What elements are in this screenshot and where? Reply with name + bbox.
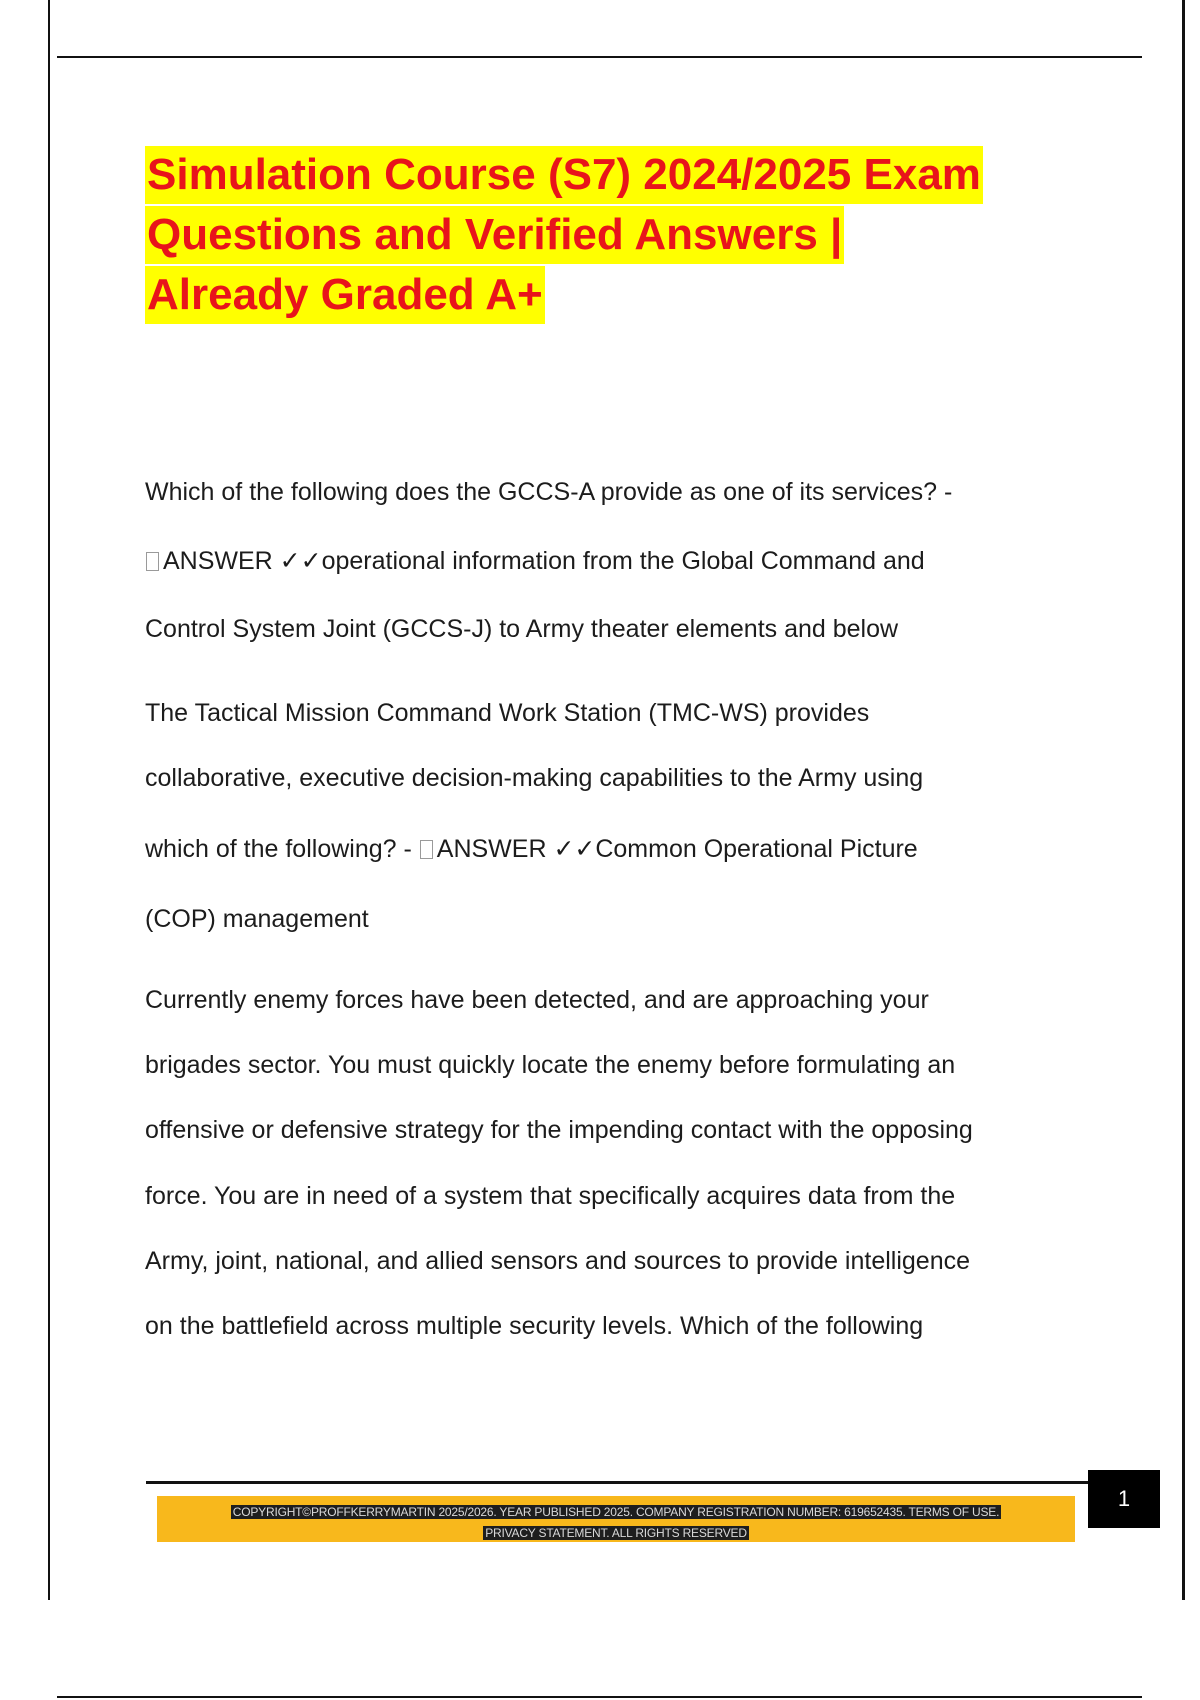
qa-line xyxy=(145,1116,973,1145)
qa-line xyxy=(145,1051,955,1080)
missing-glyph-box-icon xyxy=(420,840,433,859)
answer-text: ANSWER ✓✓operational information from the Global Command and xyxy=(163,547,925,575)
answer-text: ANSWER ✓✓Common Operational Picture xyxy=(436,835,918,863)
next-page-top-rule xyxy=(57,1696,1142,1698)
qa-line xyxy=(145,764,923,793)
qa-line xyxy=(145,1247,970,1276)
qa-line xyxy=(145,615,898,644)
qa-line xyxy=(145,546,925,576)
page-border-right xyxy=(1182,0,1185,1600)
qa-text: offensive or defensive strategy for the impending contact with the opposing xyxy=(145,1116,973,1144)
qa-line xyxy=(145,478,952,507)
qa-text: collaborative, executive decision-making capabilities to the Army using xyxy=(145,764,924,792)
qa-text: which of the following? - xyxy=(145,835,419,863)
qa-text: brigades sector. You must quickly locate the enemy before formulating an xyxy=(145,1051,956,1079)
missing-glyph-box-icon xyxy=(146,552,159,571)
title-line-1: Simulation Course (S7) 2024/2025 Exam xyxy=(145,146,983,204)
qa-text: The Tactical Mission Command Work Station (TMC-WS) provides xyxy=(145,699,870,727)
qa-text: on the battlefield across multiple security levels. Which of the following xyxy=(145,1312,924,1340)
qa-text: Army, joint, national, and allied sensors and sources to provide intelligence xyxy=(145,1247,970,1275)
qa-text: Control System Joint (GCCS-J) to Army theater elements and below xyxy=(145,615,899,643)
footer-rule xyxy=(146,1481,1089,1484)
document-title xyxy=(145,146,1085,326)
footer-copyright xyxy=(168,1502,1064,1544)
qa-line xyxy=(145,1182,955,1211)
title-line-2: Questions and Verified Answers | xyxy=(145,206,844,264)
qa-line xyxy=(145,986,929,1015)
copyright-line-1: COPYRIGHT©PROFFKERRYMARTIN 2025/2026. YEAR PUBLISHED 2025. COMPANY REGISTRATION NUMBER: 619652435. TERMS OF USE. xyxy=(232,1505,1000,1519)
page-border-left xyxy=(48,0,50,1600)
qa-text: Which of the following does the GCCS-A provide as one of its services? - xyxy=(145,478,953,506)
header-rule xyxy=(57,56,1142,58)
page-number: 1 xyxy=(1088,1470,1160,1528)
qa-text: Currently enemy forces have been detected, and are approaching your xyxy=(145,986,929,1014)
qa-line xyxy=(145,699,869,728)
copyright-line-2: PRIVACY STATEMENT. ALL RIGHTS RESERVED xyxy=(485,1526,747,1540)
qa-line xyxy=(145,905,369,934)
qa-line xyxy=(145,1312,923,1341)
title-line-3: Already Graded A+ xyxy=(145,266,545,324)
qa-line xyxy=(145,834,918,864)
qa-text: force. You are in need of a system that specifically acquires data from the xyxy=(145,1182,956,1210)
qa-text: (COP) management xyxy=(145,905,369,933)
